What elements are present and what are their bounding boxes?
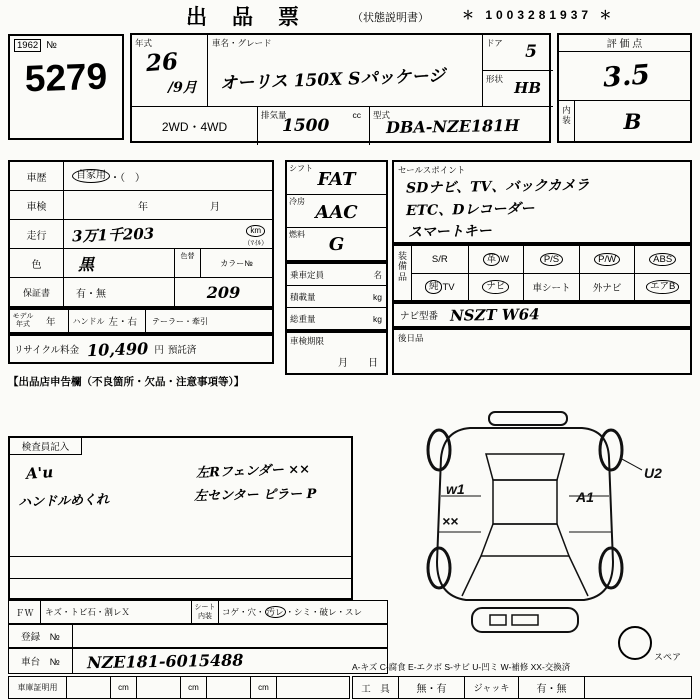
- inspector-label: 検査員記入: [10, 438, 82, 455]
- lot-box: [8, 34, 124, 140]
- windshield: [481, 524, 569, 556]
- mileage-unit-mile: （ﾏｲﾙ）: [243, 240, 268, 247]
- seat-condition-selected: 汚レ: [266, 606, 284, 617]
- year-month-value: /9月: [168, 80, 197, 96]
- navi-model-value: NSZT W64: [449, 305, 540, 325]
- recycle-fee-row: [8, 334, 274, 364]
- handle-value: 左・右: [108, 317, 138, 328]
- fuel-value: G: [328, 234, 345, 255]
- interior-grade: B: [623, 108, 642, 134]
- fuel-label: 燃料: [289, 230, 305, 239]
- equipment-item: 革 W: [468, 246, 524, 273]
- chassis-label: 車台 №: [9, 649, 73, 673]
- grade-label: 車名・グレード: [212, 38, 272, 48]
- equipment-item: P/W: [579, 246, 635, 273]
- later-items-box: [392, 328, 692, 375]
- ac-value: AAC: [315, 202, 358, 223]
- color-row: [10, 249, 272, 278]
- trailer-label: テーラー・牽引: [145, 310, 272, 332]
- garage-height-unit: cm: [251, 677, 277, 698]
- damage-legend: A-キズ C-腐食 E-エクボ S-サビ U-凹ミ W-補修 XX-交換済: [352, 662, 571, 672]
- shift-value: FAT: [317, 169, 356, 190]
- rear-window: [486, 454, 564, 480]
- roof-panel: [493, 480, 557, 524]
- garage-width-unit: cm: [181, 677, 207, 698]
- jack-value: 有・無: [519, 677, 585, 698]
- garage-length-field: [67, 677, 111, 698]
- shift-label: シフト: [289, 164, 313, 173]
- color-change-label: 色替: [174, 249, 200, 277]
- rating-label: 評 価 点: [559, 35, 690, 52]
- drive-type: 2WD・4WD: [161, 119, 228, 134]
- inspection-month-unit: 月: [210, 201, 220, 213]
- capacity-label: 乗車定員: [290, 269, 325, 280]
- capacity-unit: 名: [373, 269, 382, 280]
- load-row: [287, 286, 386, 308]
- rating-score: 3.5: [601, 58, 652, 94]
- chassis-row: [8, 648, 388, 674]
- inspection-year-unit: 年: [138, 201, 148, 213]
- ruled-line: [10, 578, 351, 579]
- sales-points-label: セールスポイント: [398, 165, 466, 175]
- year-label: 年式: [135, 38, 153, 48]
- garage-cert-row: [8, 676, 350, 699]
- history-table: [8, 160, 274, 308]
- equipment-item: P/S: [523, 246, 579, 273]
- model-year-label: モデル年式: [12, 312, 34, 328]
- navi-model-label: ナビ型番: [400, 311, 439, 322]
- sales-points-box: [392, 160, 692, 244]
- tools-label: 工 具: [353, 677, 399, 698]
- controls-table: [285, 160, 388, 262]
- color-value: 黒: [78, 254, 95, 274]
- inspector-box: [8, 436, 353, 600]
- fw-label: ＦＷ: [9, 601, 41, 623]
- equipment-item: 外ナビ: [579, 273, 635, 300]
- mileage-value: 3万1千203: [71, 224, 155, 245]
- grade-value: オーリス 150X Sパッケージ: [219, 66, 446, 94]
- shift-cell: [287, 162, 386, 195]
- inspector-note: 左センター ピラー P: [193, 486, 317, 505]
- front-grille: [512, 615, 538, 625]
- equipment-box: [392, 244, 692, 302]
- recycle-fee-label: リサイクル料金: [14, 345, 80, 356]
- model-year-unit: 年: [46, 317, 56, 328]
- inspector-note: ハンドルめくれ: [17, 492, 110, 511]
- rear-right-wheel: [600, 430, 622, 470]
- seat-interior-label: シート 内装: [191, 601, 219, 623]
- ac-cell: [287, 195, 386, 228]
- fw-value: キズ・トビ石・割レＸ: [45, 607, 130, 617]
- fw-condition-row: [8, 600, 388, 624]
- jack-label: ジャッキ: [465, 677, 519, 698]
- chassis-number: NZE181-6015488: [86, 650, 244, 672]
- front-right-wheel: [600, 548, 622, 588]
- year-value: 26: [145, 47, 179, 78]
- shape-cell: [483, 71, 553, 107]
- color-label: 色: [10, 249, 64, 277]
- model-code-value: DBA-NZE181H: [385, 115, 520, 138]
- spare-tire-label: スペア: [654, 652, 682, 662]
- mileage-label: 走行: [10, 220, 64, 248]
- door-label: ドア: [486, 38, 503, 48]
- recycle-fee-value: 10,490: [86, 338, 149, 360]
- color-no-label: カラー№: [200, 249, 272, 277]
- license-plate: [490, 615, 506, 625]
- damage-mark-u2: U2: [644, 465, 662, 481]
- load-label: 積載量: [290, 291, 316, 302]
- damage-mark-xx: ××: [442, 513, 459, 529]
- grade-cell: [208, 35, 483, 107]
- shape-value: HB: [514, 79, 541, 97]
- garage-height-field: [207, 677, 251, 698]
- expiry-box: [285, 331, 388, 375]
- sales-point-line: ETC、Dレコーダー: [405, 200, 535, 220]
- equipment-item: ABS: [634, 246, 690, 273]
- car-diagram: [396, 410, 688, 656]
- weight-label: 総重量: [290, 313, 316, 324]
- recycle-fee-unit: 円: [154, 345, 164, 356]
- interior-label: 内装: [559, 101, 575, 141]
- garage-cert-label: 車庫証明用: [9, 677, 67, 698]
- weight-unit: kg: [373, 313, 382, 324]
- usage-type-rest: ・（ ）: [110, 172, 145, 184]
- equipment-grid: [412, 246, 690, 300]
- serial-number: ＊ 1003281937 ＊: [462, 8, 616, 22]
- sales-point-line: SDナビ、TV、バックカメラ: [405, 177, 590, 197]
- inspector-note: 左Rフェンダー ××: [195, 462, 311, 481]
- displacement-cell: [258, 107, 370, 145]
- auction-house-stamp: 1962: [14, 39, 41, 52]
- shape-label: 形状: [486, 74, 504, 84]
- fuel-cell: [287, 228, 386, 260]
- displacement-label: 排気量: [261, 110, 287, 120]
- rear-left-wheel: [428, 430, 450, 470]
- handle-label: ハンドル: [68, 310, 105, 332]
- history-row: [10, 162, 272, 191]
- mark-leader-line: [620, 458, 642, 470]
- inspection-label: 車検: [10, 191, 64, 219]
- inspector-note: A'u: [25, 463, 54, 483]
- registration-label: 登録 №: [9, 625, 73, 647]
- displacement-unit: cc: [352, 110, 361, 120]
- garage-width-field: [137, 677, 181, 698]
- drive-cell: [132, 107, 258, 145]
- declaration-label: 【出品店申告欄（不良箇所・欠品・注意事項等）】: [8, 376, 245, 388]
- sales-point-line: スマートキー: [407, 223, 492, 241]
- equipment-item: ナビ: [468, 273, 524, 300]
- front-left-wheel: [428, 548, 450, 588]
- mileage-unit-km: km: [246, 225, 265, 237]
- color-no-value: 209: [174, 278, 272, 306]
- warranty-value: 有・無: [76, 288, 106, 300]
- recycle-fee-status: 預託済: [167, 345, 197, 356]
- equipment-item: 車シート: [523, 273, 579, 300]
- displacement-value: 1500: [282, 116, 330, 136]
- page-title: 出 品 票: [186, 6, 301, 29]
- ruled-line: [10, 556, 351, 557]
- damage-mark-a1: A1: [576, 489, 594, 505]
- expiry-label: 車検期限: [290, 336, 325, 346]
- capacity-table: [285, 262, 388, 331]
- warranty-label: 保証書: [10, 278, 64, 306]
- seat-condition-value: コゲ・穴・ 汚レ ・シミ・破レ・スレ: [222, 606, 363, 617]
- equipment-item: エアB: [634, 273, 690, 300]
- model-code-cell: [370, 107, 553, 145]
- mileage-row: [10, 220, 272, 249]
- registration-row: [8, 624, 388, 648]
- weight-row: [287, 308, 386, 329]
- inspection-row: [10, 191, 272, 220]
- equipment-item: 純 TV: [412, 273, 468, 300]
- warranty-row: [10, 278, 272, 306]
- front-bumper: [472, 608, 578, 632]
- door-value: 5: [525, 42, 537, 62]
- later-items-label: 後日品: [398, 333, 424, 343]
- usage-type-selected: 自家用: [72, 169, 110, 183]
- door-cell: [483, 35, 553, 71]
- rear-bumper: [489, 412, 567, 425]
- model-year-row: [8, 308, 274, 334]
- damage-mark-w1: w1: [446, 481, 465, 497]
- year-cell: [132, 35, 208, 107]
- interior-row: [559, 100, 690, 141]
- rating-box: [557, 33, 692, 143]
- ac-label: 冷房: [289, 197, 305, 206]
- hood-lines: [462, 556, 588, 596]
- history-label: 車歴: [10, 162, 64, 190]
- expiry-value: 月 日: [338, 358, 378, 369]
- equipment-label: 装備品: [394, 246, 412, 300]
- equipment-item: S/R: [431, 254, 448, 265]
- lot-number: 5279: [24, 55, 108, 100]
- capacity-row: [287, 264, 386, 286]
- tools-jack-row: [352, 676, 692, 699]
- lot-no-label: №: [46, 40, 57, 51]
- tools-value: 無・有: [399, 677, 465, 698]
- vehicle-info-box: [130, 33, 551, 143]
- garage-length-unit: cm: [111, 677, 137, 698]
- load-unit: kg: [373, 291, 382, 302]
- model-code-label: 型式: [373, 110, 391, 120]
- navi-model-row: [392, 302, 692, 328]
- page-subtitle: （状態説明書）: [352, 12, 429, 24]
